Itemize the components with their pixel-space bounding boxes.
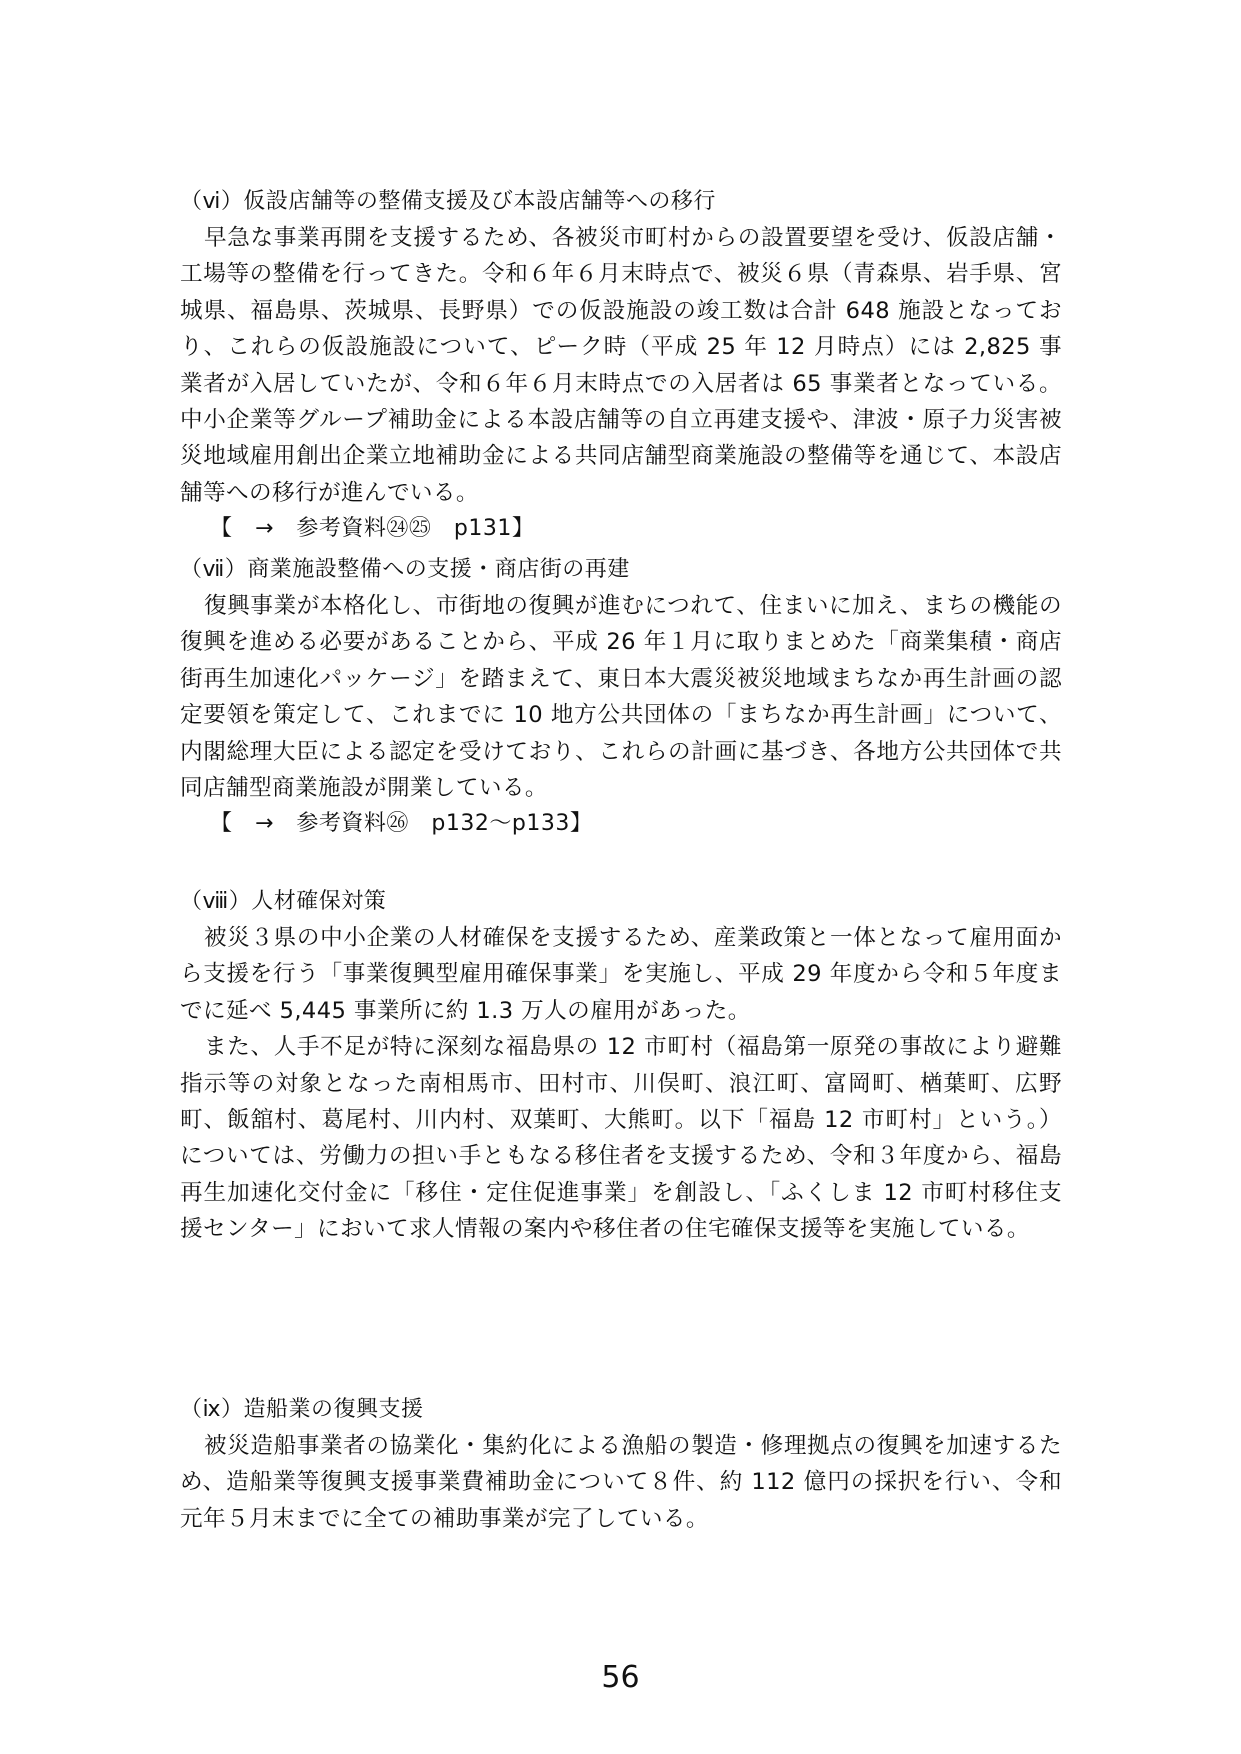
section-heading: （ⅵ）仮設店舗等の整備支援及び本設店舗等への移行 xyxy=(180,189,716,214)
section-temporary-stores xyxy=(180,184,1062,547)
section-paragraph: 被災造船事業者の協業化・集約化による漁船の製造・修理拠点の復興を加速するため、造船業等復興支援事業費補助金について８件、約 112 億円の採択を行い、令和元年５月末までに全ての補助事業が完了している。 xyxy=(180,1433,1062,1532)
section-paragraph: 被災３県の中小企業の人材確保を支援するため、産業政策と一体となって雇用面から支援を行う「事業復興型雇用確保事業」を実施し、平成 29 年度から令和５年度までに延べ 5,445 事業所に約 1.3 万人の雇用があった。 xyxy=(180,925,1062,1024)
page-number: 56 xyxy=(601,1660,640,1695)
section-human-resources xyxy=(180,884,1062,1248)
section-paragraph: また、人手不足が特に深刻な福島県の 12 市町村（福島第一原発の事故により避難指示等の対象となった南相馬市、田村市、川俣町、浪江町、富岡町、楢葉町、広野町、飯舘村、葛尾村、川内村、双葉町、大熊町。以下「福島 12 市町村」という。）については、労働力の担い手ともなる移住者を支援するため、令和３年度から、福島再生加速化交付金に「移住・定住促進事業」を創設し、「ふくしま 12 市町村移住支援センター」において求人情報の案内や移住者の住宅確保支援等を実施している。 xyxy=(180,1034,1062,1243)
section-heading: （ⅷ）人材確保対策 xyxy=(180,889,387,914)
section-shipbuilding xyxy=(180,1392,1062,1537)
section-paragraph: 早急な事業再開を支援するため、各被災市町村からの設置要望を受け、仮設店舗・工場等の整備を行ってきた。令和６年６月末時点で、被災６県（青森県、岩手県、宮城県、福島県、茨城県、長野県）での仮設施設の竣工数は合計 648 施設となっており、これらの仮設施設について、ピーク時（平成 25 年 12 月時点）には 2,825 事業者が入居していたが、令和６年６月末時点での入居者は 65 事業者となっている。中小企業等グループ補助金による本設店舗等の自立再建支援や、津波・原子力災害被災地域雇用創出企業立地補助金による共同店舗型商業施設の整備等を通じて、本設店舗等への移行が進んでいる。 xyxy=(180,225,1062,506)
section-commercial-facilities xyxy=(180,552,1062,842)
section-heading: （ⅸ）造船業の復興支援 xyxy=(180,1397,424,1422)
reference-note: 【 → 参考資料㉔㉕ p131】 xyxy=(210,516,535,542)
reference-note: 【 → 参考資料㉖ p132～p133】 xyxy=(210,811,593,837)
section-paragraph: 復興事業が本格化し、市街地の復興が進むにつれて、住まいに加え、まちの機能の復興を進める必要があることから、平成 26 年１月に取りまとめた「商業集積・商店街再生加速化パッケージ」を踏まえて、東日本大震災被災地域まちなか再生計画の認定要領を策定して、これまでに 10 地方公共団体の「まちなか再生計画」について、内閣総理大臣による認定を受けており、これらの計画に基づき、各地方公共団体で共同店舗型商業施設が開業している。 xyxy=(180,593,1062,802)
section-heading: （ⅶ）商業施設整備への支援・商店街の再建 xyxy=(180,557,630,582)
